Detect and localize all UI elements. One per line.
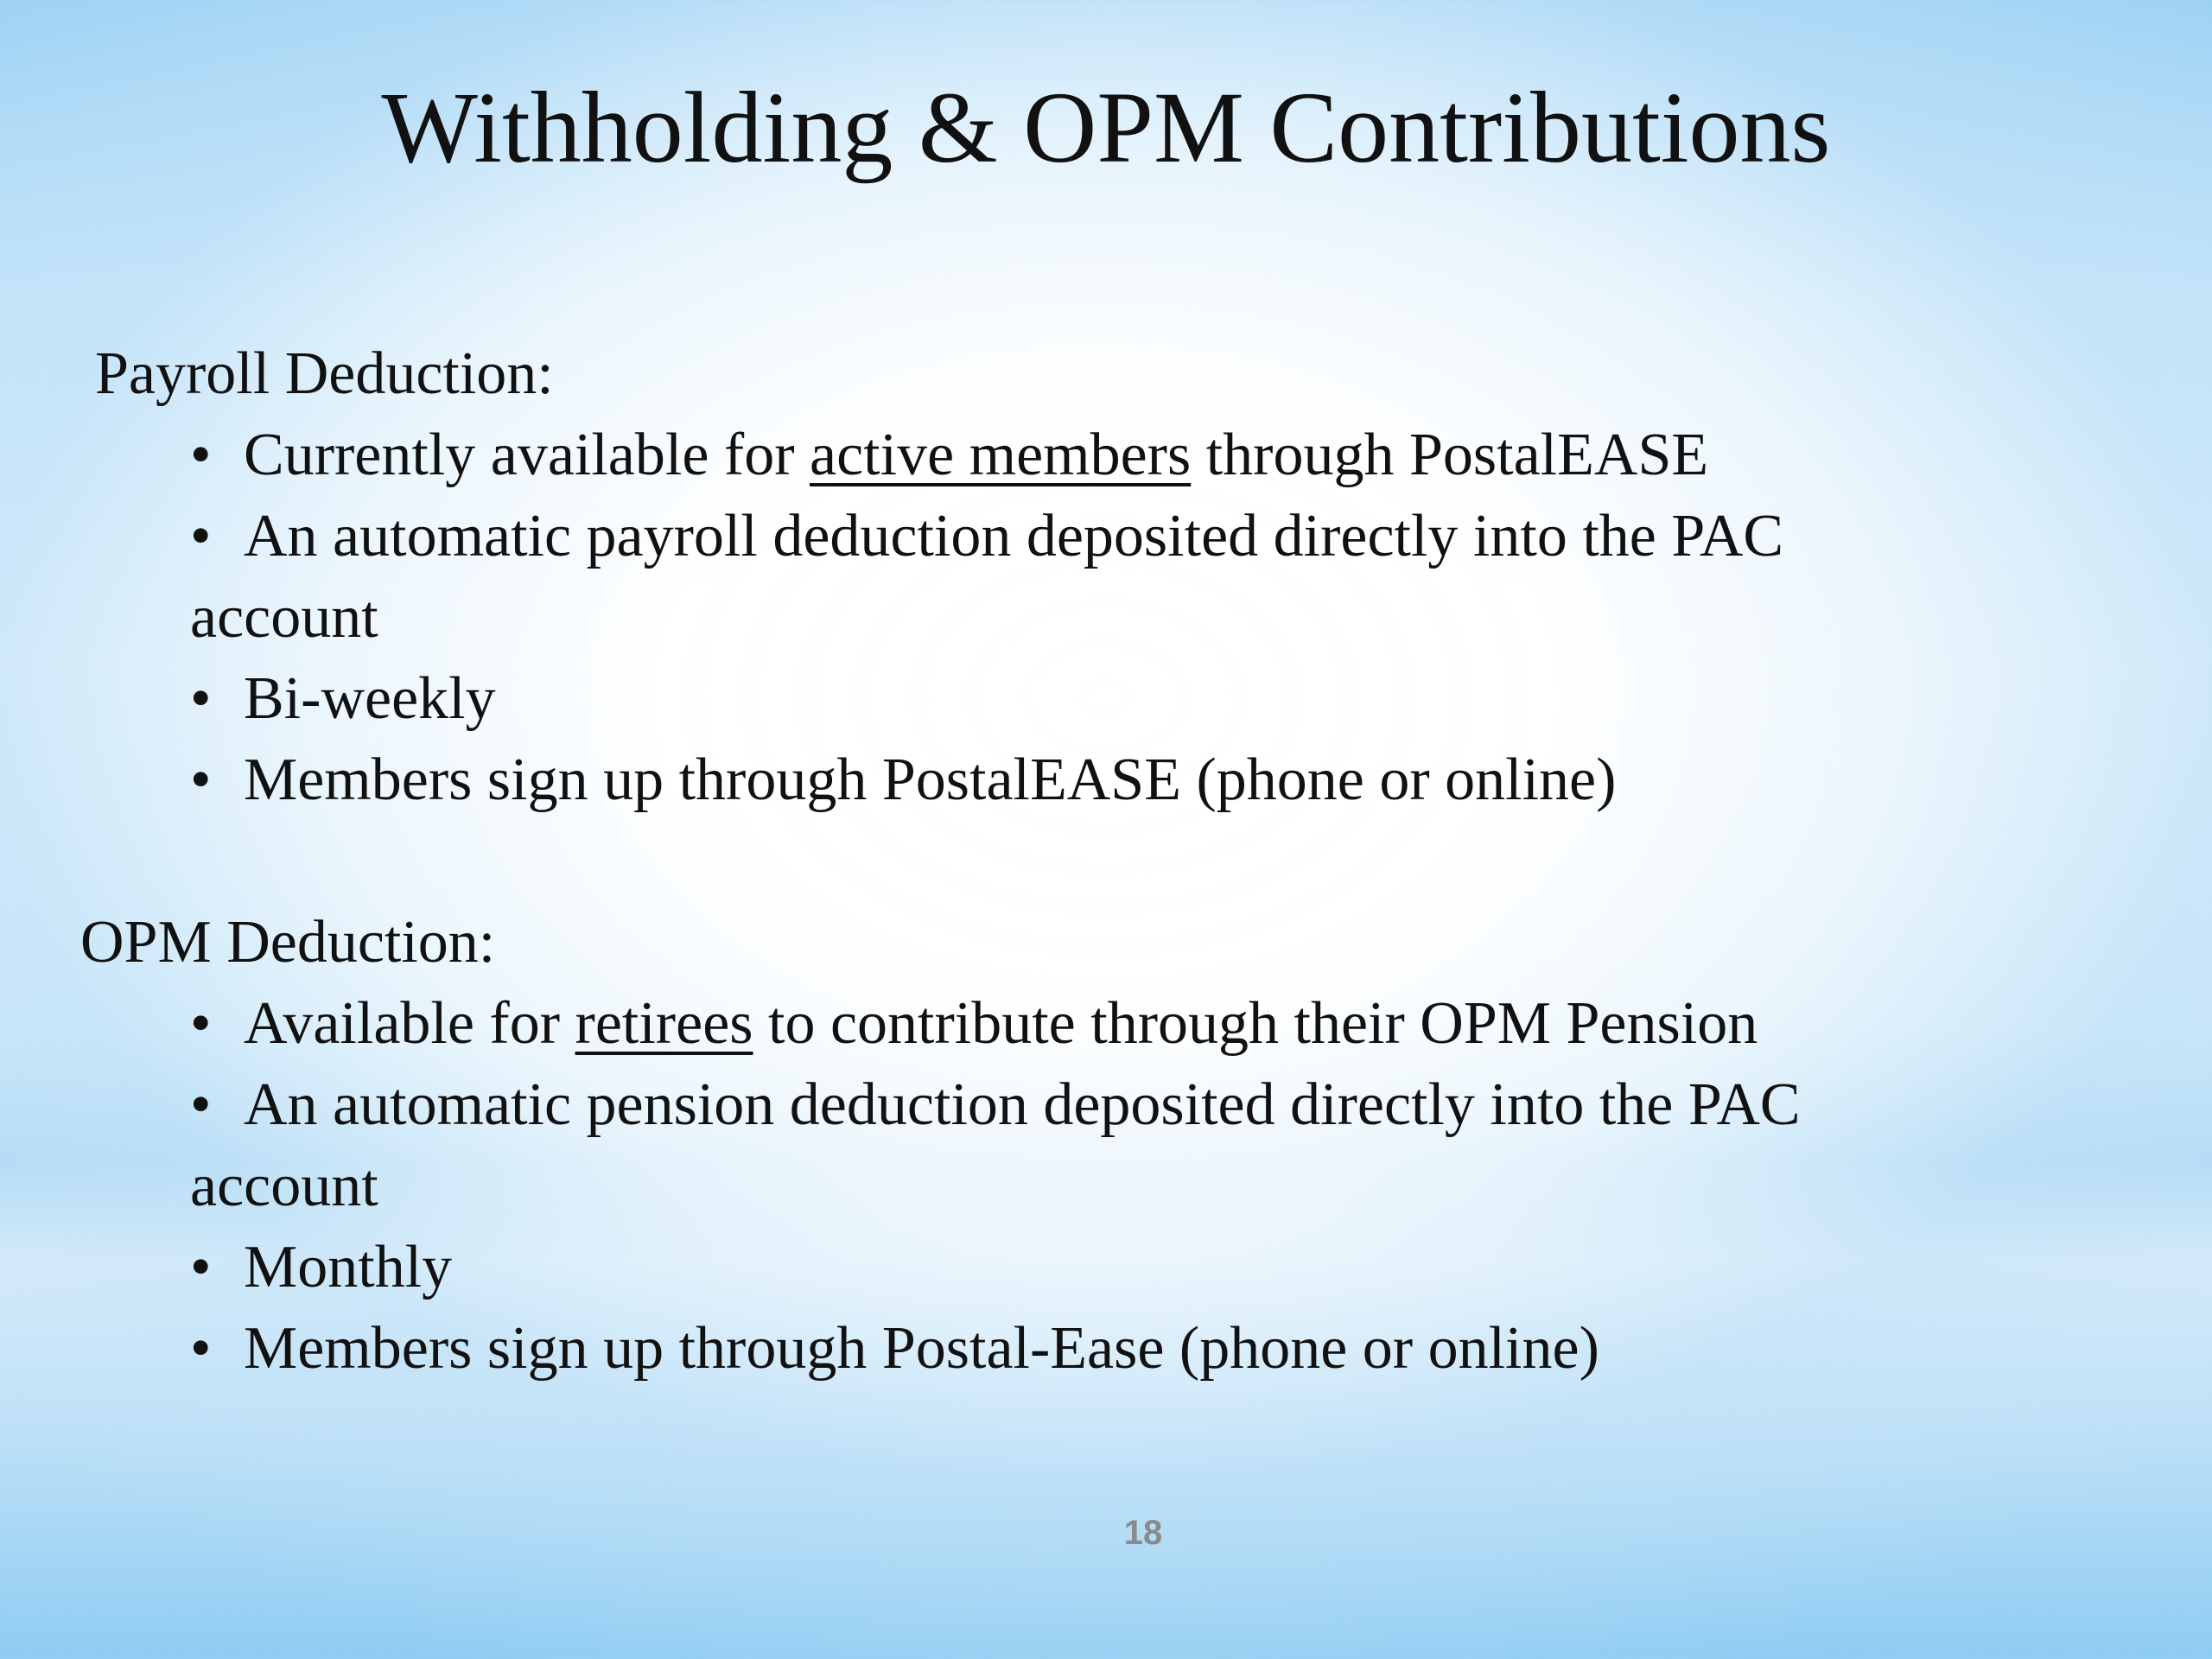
list-item: • Bi-weekly [190,658,1783,740]
bullet-icon: • [190,1071,212,1138]
bullet-icon: • [190,747,212,813]
list-item-continuation: account [190,584,378,651]
payroll-deduction-heading: Payroll Deduction: [95,340,554,407]
list-item: • An automatic payroll deduction deposited directly into the PAC [190,496,1783,577]
payroll-deduction-list [190,415,1783,821]
list-item-continuation: account [190,1153,378,1219]
list-item: • Members sign up through PostalEASE (phone or online) [190,740,1783,821]
bullet-icon: • [190,665,212,732]
underlined-text: active members [810,422,1192,488]
list-item: • An automatic pension deduction deposited directly into the PAC [190,1065,1801,1146]
opm-deduction-heading: OPM Deduction: [80,909,496,976]
list-item: • Members sign up through Postal-Ease (phone or online) [190,1308,1801,1389]
bullet-icon: • [190,422,212,488]
bullet-icon: • [190,1234,212,1300]
list-item: • Available for retirees to contribute through their OPM Pension [190,983,1801,1065]
bullet-icon: • [190,990,212,1057]
underlined-text: retirees [575,990,753,1057]
list-item: • Monthly [190,1227,1801,1308]
opm-deduction-list [190,983,1801,1389]
page-number: 18 [1123,1514,1163,1552]
bullet-icon: • [190,503,212,569]
slide-title: Withholding & OPM Contributions [381,71,1831,184]
bullet-icon: • [190,1315,212,1382]
list-item: • Currently available for active members through PostalEASE [190,415,1783,496]
